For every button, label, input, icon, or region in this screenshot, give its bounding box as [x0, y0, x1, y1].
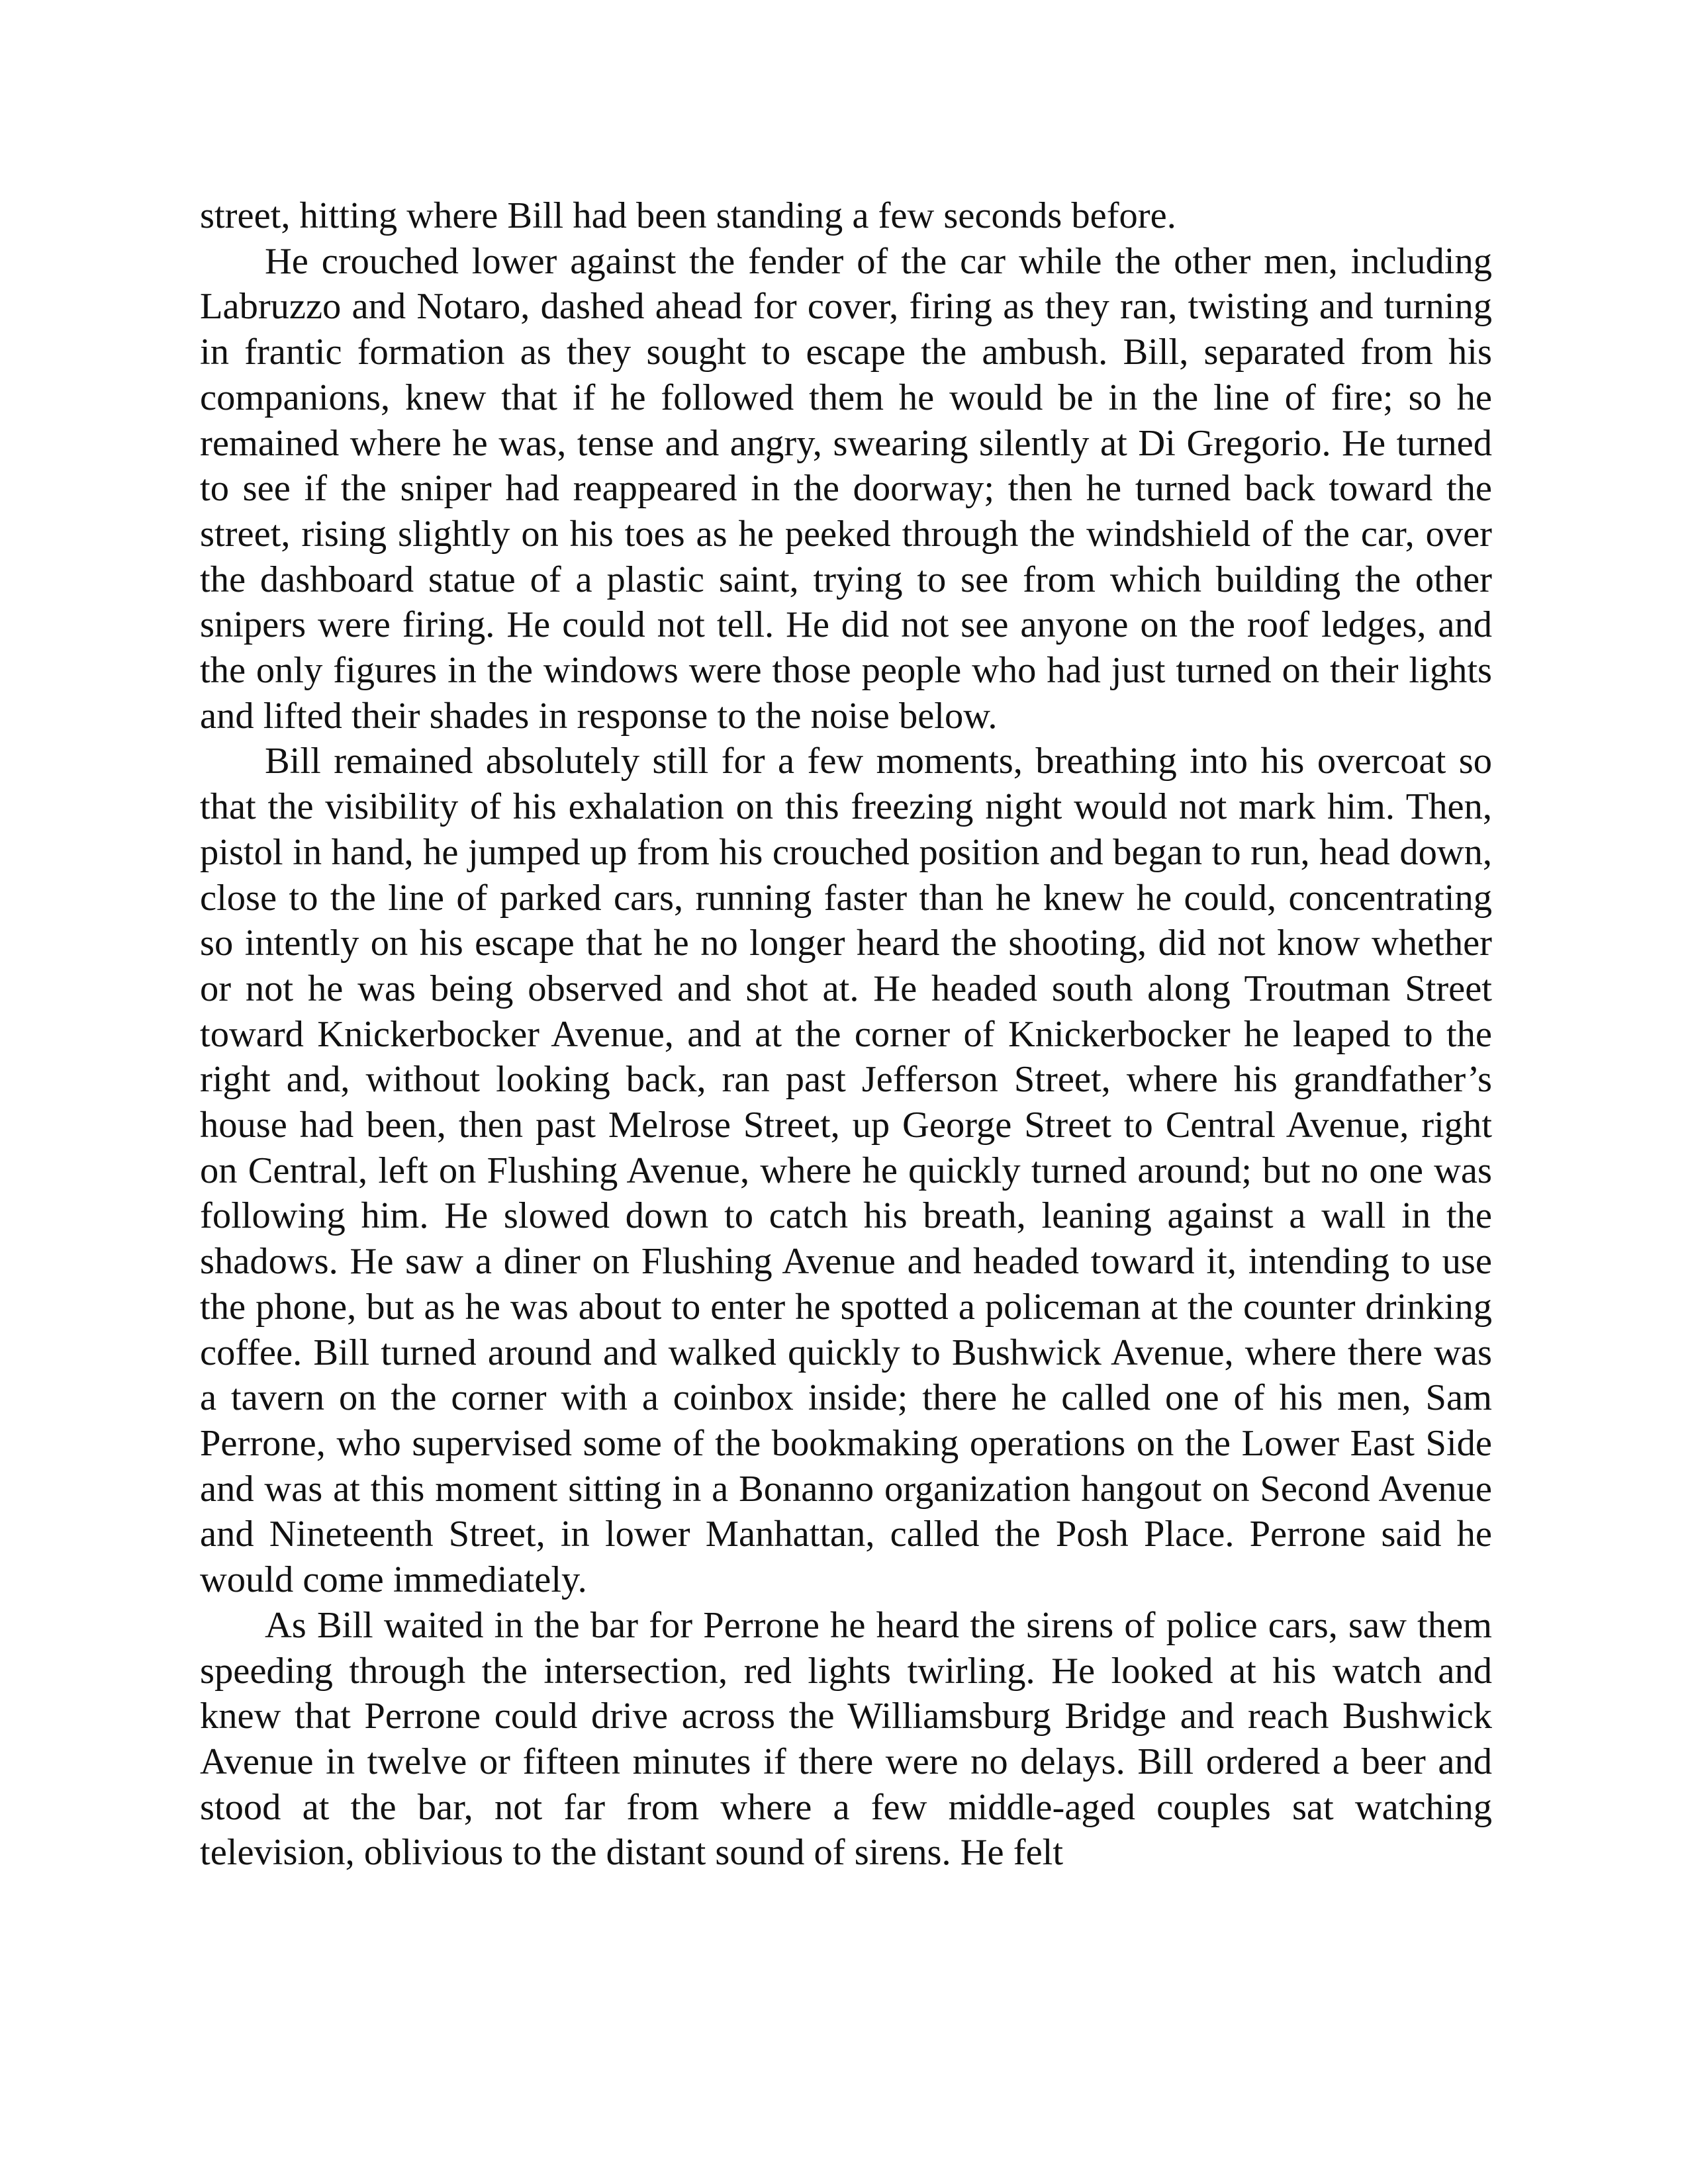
- paragraph-ambush: He crouched lower against the fender of the car while the other men, including Labruzzo and Notaro, dashed ahead for cover, firing as they ran, twisting and turning in frantic formation as they sought to escape the ambush. Bill, separated from his companions, knew that if he followed them he would be in the line of fire; so he remained where he was, tense and angry, swearing silently at Di Gregorio. He turned to see if the sniper had reappeared in the doorway; then he turned back toward the street, rising slightly on his toes as he peeked through the windshield of the car, over the dashboard statue of a plastic saint, trying to see from which building the other snipers were firing. He could not tell. He did not see anyone on the roof ledges, and the only figures in the windows were those people who had just turned on their lights and lifted their shades in response to the noise below.: [200, 240, 1492, 737]
- paragraph-escape: Bill remained absolutely still for a few moments, breathing into his overcoat so that the visibility of his exhalation on this freezing night would not mark him. Then, pistol in hand, he jumped up from his crouched position and began to run, head down, close to the line of parked cars, running faster than he knew he could, concentrating so intently on his escape that he no longer heard the shooting, did not know whether or not he was being observed and shot at. He headed south along Troutman Street toward Knickerbocker Avenue, and at the corner of Knickerbocker he leaped to the right and, without looking back, ran past Jefferson Street, where his grandfather’s house had been, then past Melrose Street, up George Street to Central Avenue, right on Central, left on Flushing Avenue, where he quickly turned around; but no one was following him. He slowed down to catch his breath, leaning against a wall in the shadows. He saw a diner on Flushing Avenue and headed toward it, intending to use the phone, but as he was about to enter he spotted a policeman at the counter drinking coffee. Bill turned around and walked quickly to Bushwick Avenue, where there was a tavern on the corner with a coinbox inside; there he called one of his men, Sam Perrone, who supervised some of the bookmaking operations on the Lower East Side and was at this moment sitting in a Bonanno organization hangout on Second Avenue and Nineteenth Street, in lower Manhattan, called the Posh Place. Perrone said he would come immediately.: [200, 741, 1492, 1601]
- body-text: [200, 193, 1492, 1876]
- paragraph-waiting: As Bill waited in the bar for Perrone he heard the sirens of police cars, saw them speeding through the intersection, red lights twirling. He looked at his watch and knew that Perrone could drive across the Williamsburg Bridge and reach Bushwick Avenue in twelve or fifteen minutes if there were no delays. Bill ordered a beer and stood at the bar, not far from where a few middle-aged couples sat watching television, oblivious to the distant sound of sirens. He felt: [200, 1604, 1492, 1874]
- paragraph-continuation: street, hitting where Bill had been standing a few seconds before.: [200, 195, 1176, 236]
